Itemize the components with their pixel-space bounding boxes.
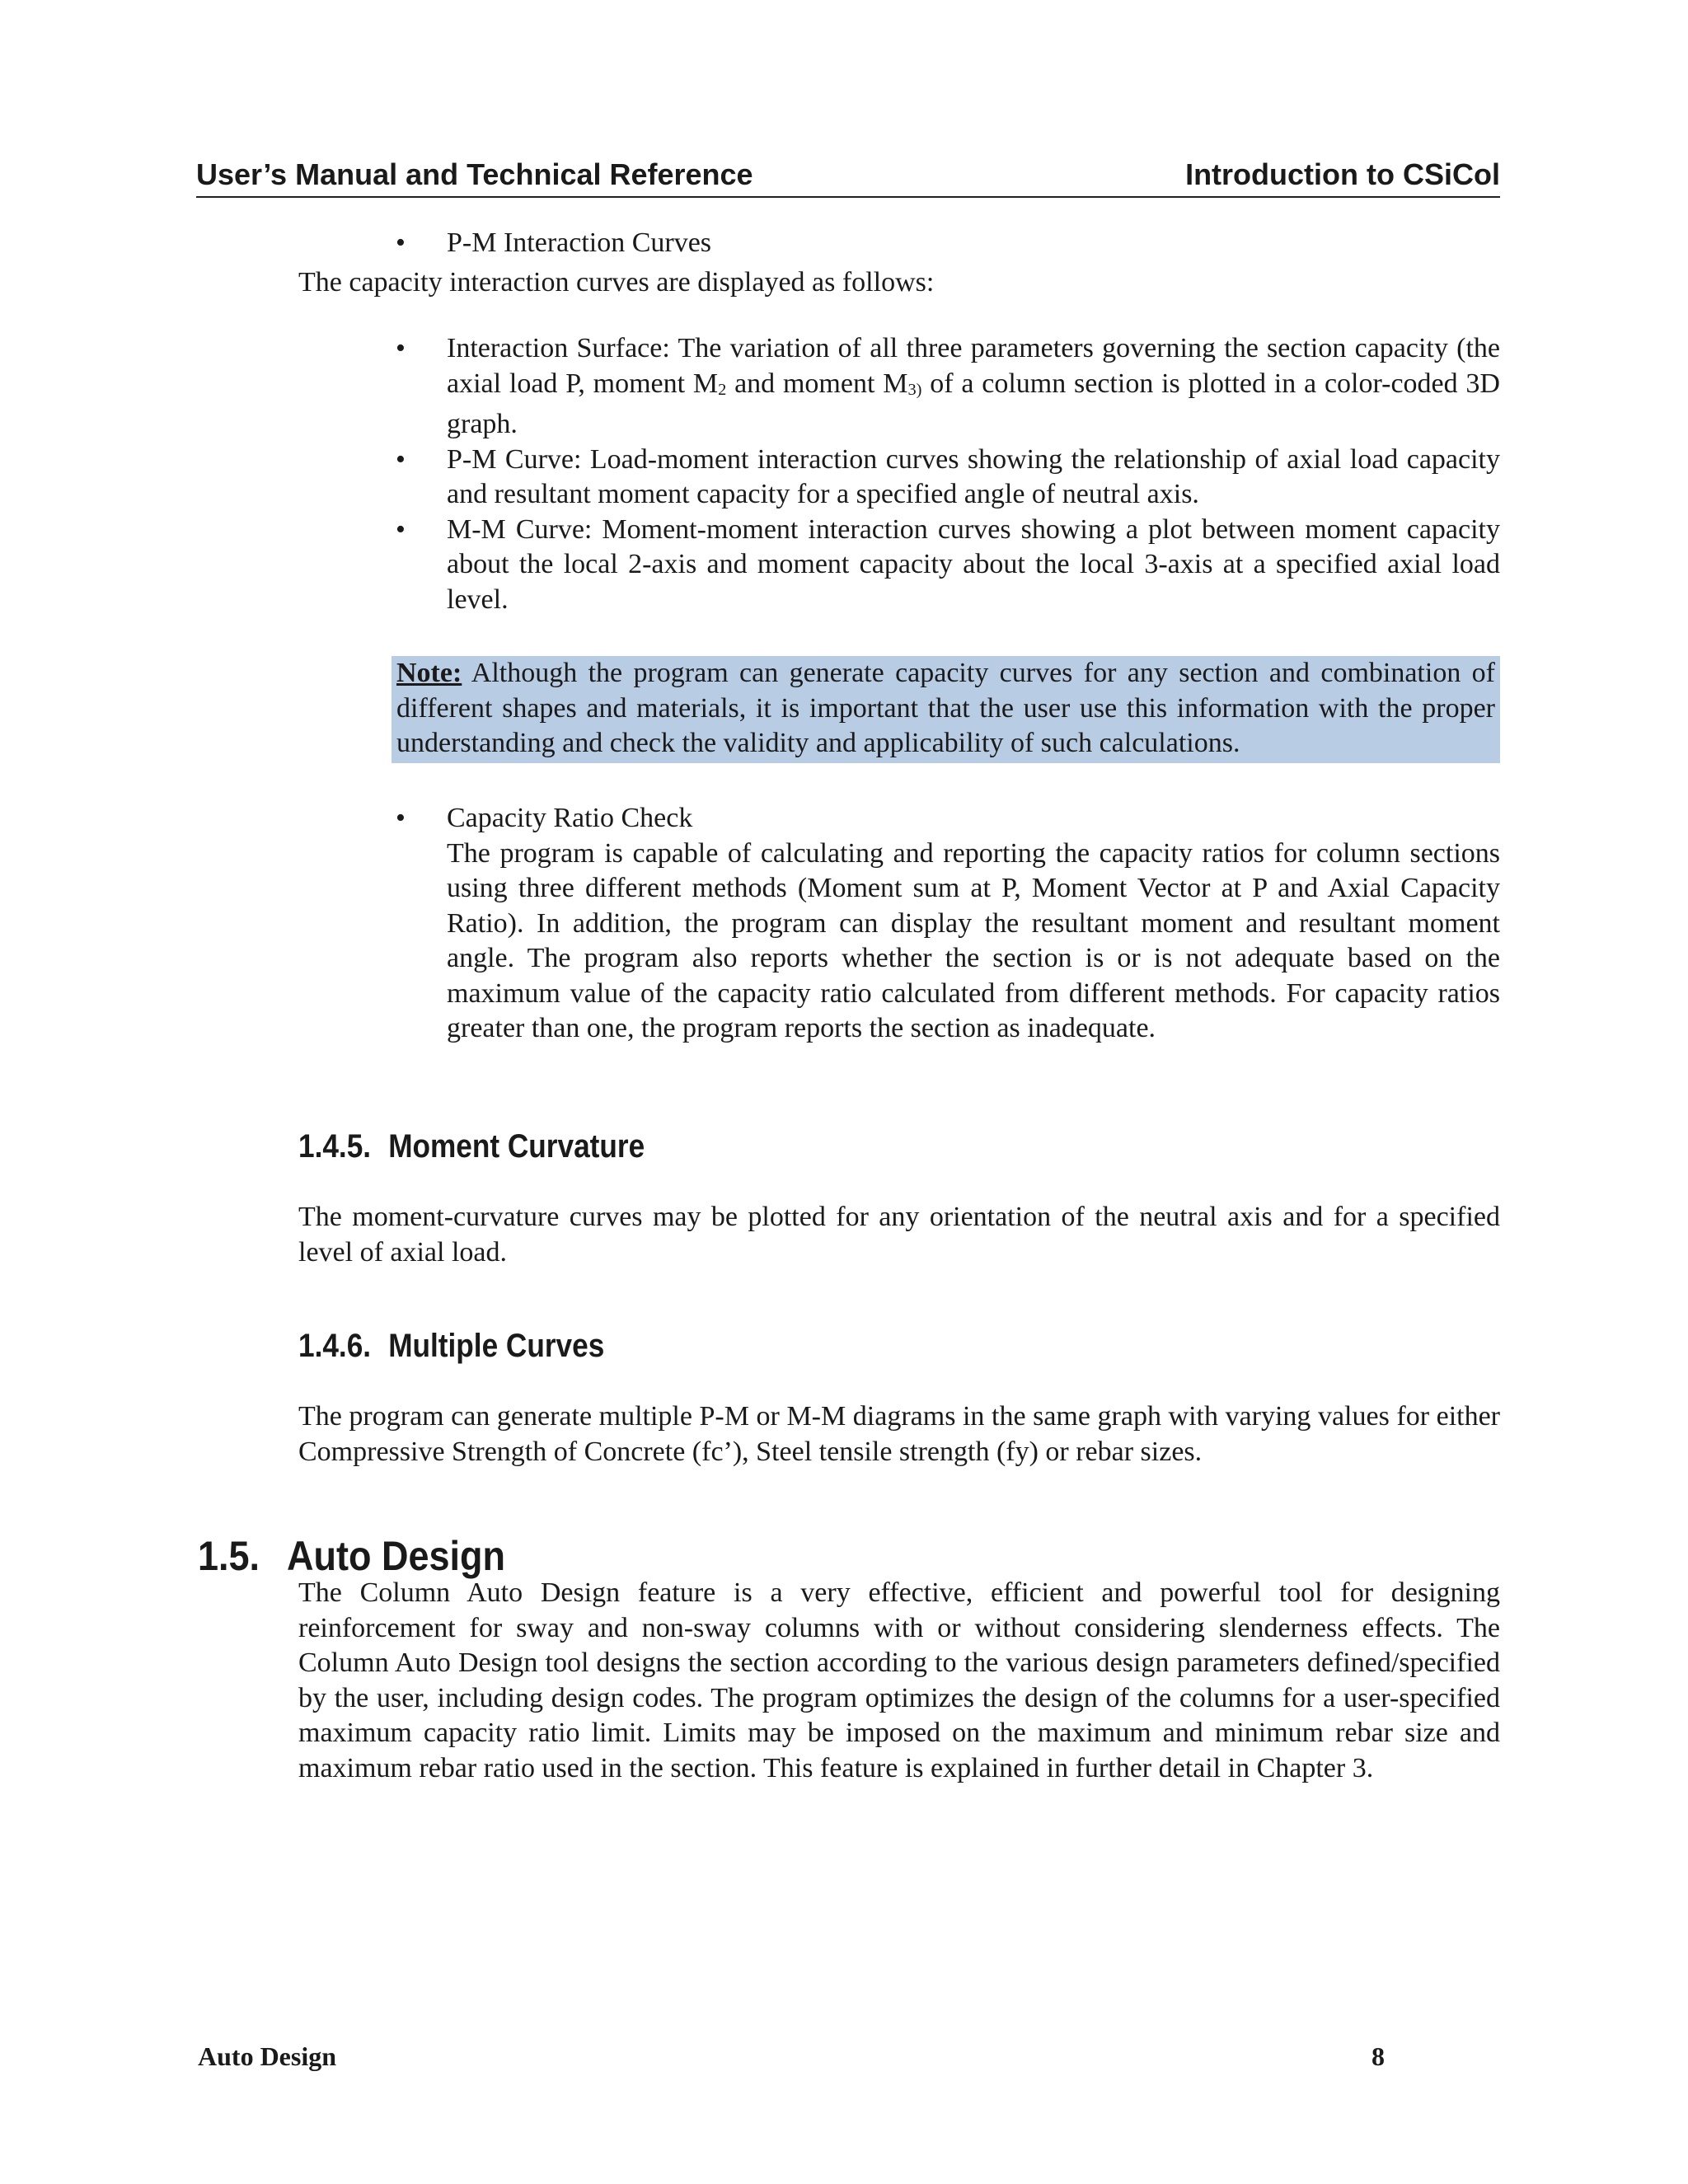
capacity-curves-intro: The capacity interaction curves are displayed as follows: — [298, 267, 935, 298]
multiple-curves-text: The program can generate multiple P-M or M-M diagrams in the same graph with varying values for either Compressive Strength of Concrete (fc’), Steel tensile strength (fy) or rebar sizes. — [298, 1401, 1500, 1467]
header-chapter-title: Introduction to CSiCol — [1185, 157, 1500, 191]
bullet-dot: • — [396, 803, 406, 833]
capacity-ratio-title: Capacity Ratio Check — [447, 803, 693, 833]
page-footer — [198, 2040, 1385, 2073]
heading-auto-design: 1.5. Auto Design — [198, 1533, 505, 1579]
note-label: Note: — [396, 658, 462, 688]
list-item-pm-curve: • P-M Curve: Load-moment interaction curves showing the relationship of axial load capacity and resultant moment capacity for a specified angle of neutral axis. — [396, 443, 1500, 509]
moment-curvature-text: The moment-curvature curves may be plotted for any orientation of the neutral axis and for a specified level of axial load. — [298, 1202, 1500, 1268]
heading-moment-curvature: 1.4.5. Moment Curvature — [298, 1128, 645, 1165]
bullet-dot: • — [396, 513, 406, 545]
note-text: Although the program can generate capacity curves for any section and combination of different shapes and materials, it is important that the user use this information with the proper understanding and check the validity and applicability of such calculations. — [396, 658, 1495, 758]
footer-section-name: Auto Design — [198, 2041, 337, 2071]
bullet-pm-interaction — [396, 226, 1500, 261]
capacity-ratio-text: The program is capable of calculating and reporting the capacity ratios for column sections using three different methods (Moment sum at P, Moment Vector at P and Axial Capacity Ratio). In addition, the program can display the resultant moment and resultant moment angle. The program also reports whether the section is or is not adequate based on the maximum value of the capacity ratio calculated from different methods. For capacity ratios greater than one, the program reports the section as inadequate. — [447, 837, 1500, 1043]
bullet-capacity-ratio — [396, 801, 1500, 1047]
auto-design-text: The Column Auto Design feature is a very effective, efficient and powerful tool for designing reinforcement for sway and non-sway columns with or without considering slenderness effects. The Column Auto Design tool designs the section according to the various design parameters defined/specified by the user, including design codes. The program optimizes the design of the columns for a user-specified maximum capacity ratio limit. Limits may be imposed on the maximum and minimum rebar size and maximum rebar ratio used in the section. This feature is explained in further detail in Chapter 3. — [298, 1577, 1500, 1783]
page-number: 8 — [1372, 2041, 1385, 2071]
page-header — [196, 155, 1500, 198]
bullet-pm-interaction-label: P-M Interaction Curves — [447, 227, 712, 258]
bullet-dot: • — [396, 333, 406, 363]
bullet-dot: • — [396, 443, 406, 475]
heading-multiple-curves: 1.4.6. Multiple Curves — [298, 1328, 605, 1364]
header-manual-title: User’s Manual and Technical Reference — [196, 157, 753, 191]
bullet-dot: • — [396, 227, 406, 258]
note-box — [392, 656, 1500, 763]
list-item-mm-curve: • M-M Curve: Moment-moment interaction curves showing a plot between moment capacity about the local 2-axis and moment capacity about the local 3-axis at a specified axial load level. — [396, 513, 1500, 615]
capacity-curves-list — [396, 331, 1500, 617]
list-item-interaction-surface: • Interaction Surface: The variation of all three parameters governing the section capacity (the axial load P, moment $M_2$ and moment $M_{3)}$ of a column section is plotted in a color-coded 3D graph. — [396, 333, 1500, 439]
